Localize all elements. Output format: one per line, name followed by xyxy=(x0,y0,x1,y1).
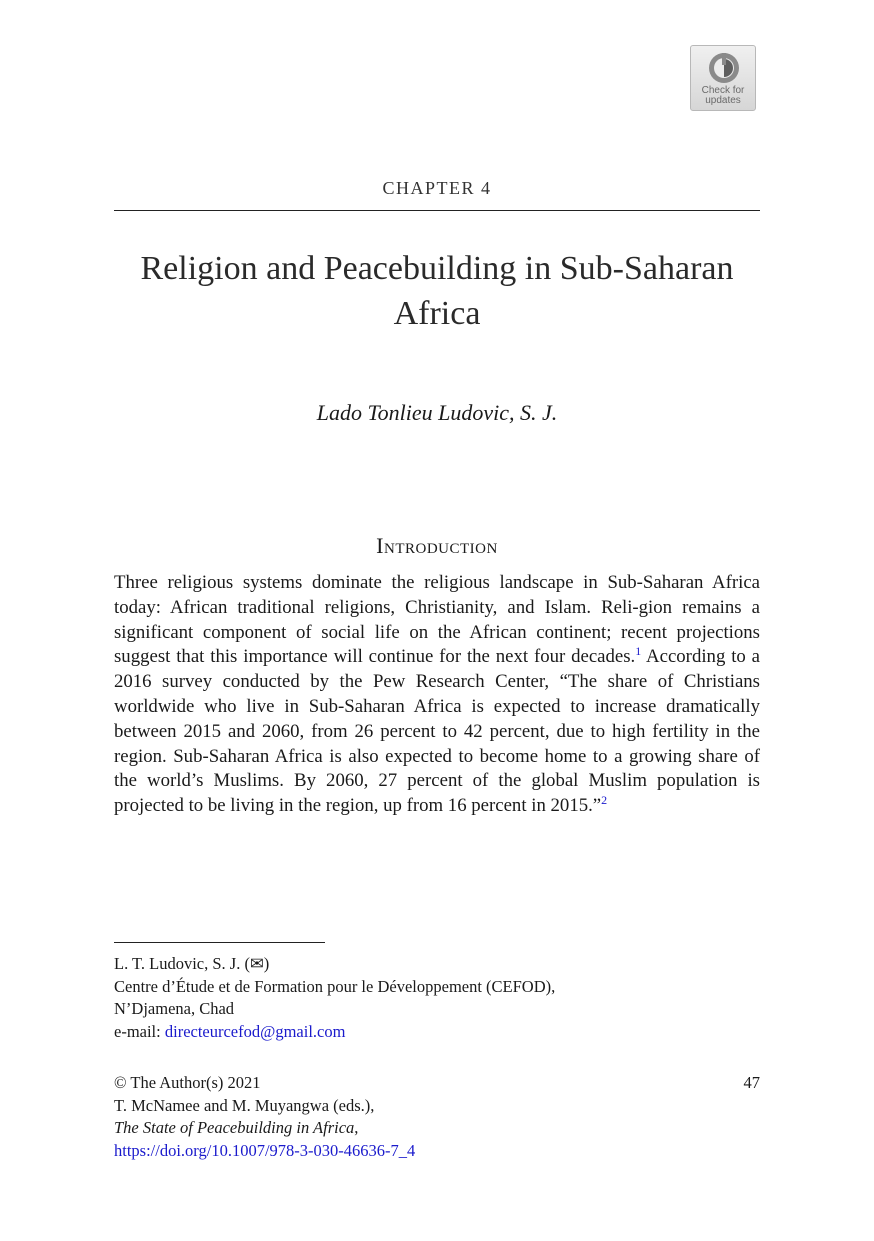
email-link[interactable]: directeurcefod@gmail.com xyxy=(164,1021,346,1041)
chapter-title xyxy=(114,246,760,336)
chapter-label: CHAPTER 4 xyxy=(382,178,492,198)
section-heading: Introduction xyxy=(376,533,498,558)
body-paragraph xyxy=(114,571,760,819)
doi-line xyxy=(114,1140,760,1163)
badge-line-1: Check for xyxy=(701,85,745,96)
body-text-part-2: According to a 2016 survey conducted by the Pew Research Center, “The share of Christians worldwide who live in Sub-Saharan Africa is expected to increase dramatically between 2015 and 2060, from 26 percent to 42 percent, due to high fertility in the region. Sub-Saharan Africa is also expected to become home to a growing share of the world’s Muslims. By 2060, 27 percent of the global Muslim population is projected to be living in the region, up from 16 percent in 2015.” xyxy=(114,646,760,817)
affiliation-city: N’Djamena, Chad xyxy=(114,999,235,1018)
author-name: Lado Tonlieu Ludovic, S. J. xyxy=(316,400,558,425)
chapter-title-line-2: Africa xyxy=(393,295,481,332)
footnote-rule xyxy=(114,942,325,943)
affiliation-name: L. T. Ludovic, S. J. (✉) xyxy=(114,954,270,973)
affiliation-email-line xyxy=(114,1021,760,1044)
copyright-block xyxy=(114,1072,760,1162)
book-title: The State of Peacebuilding in Africa xyxy=(114,1118,355,1137)
check-updates-icon xyxy=(706,50,742,86)
check-for-updates-badge[interactable] xyxy=(690,45,756,111)
footnote-ref-1[interactable]: 1 xyxy=(635,644,642,659)
doi-link[interactable]: https://doi.org/10.1007/978-3-030-46636-7_4 xyxy=(114,1140,416,1160)
affiliation-institution: Centre d’Étude et de Formation pour le Développement (CEFOD), xyxy=(114,976,556,996)
page-number: 47 xyxy=(743,1073,760,1092)
title-rule xyxy=(114,210,760,211)
chapter-title-line-1: Religion and Peacebuilding in Sub-Saharan xyxy=(140,250,734,287)
body-text-part-1: Three religious systems dominate the religious landscape in Sub-Saharan Africa today: African traditional religions, Christianity, and Islam. Reli-gion remains a significant component of social life on the African continent; recent projections suggest that this importance will continue for the next four decades. xyxy=(114,572,760,668)
book-title-line xyxy=(114,1117,760,1140)
email-label: e-mail: xyxy=(114,1021,165,1041)
author-affiliation xyxy=(114,953,760,1043)
badge-line-2: updates xyxy=(705,95,741,106)
badge-label xyxy=(691,86,755,106)
editors-line: T. McNamee and M. Muyangwa (eds.), xyxy=(114,1095,375,1115)
footnote-ref-2[interactable]: 2 xyxy=(601,793,608,808)
book-title-suffix: , xyxy=(354,1118,359,1137)
copyright-line: © The Author(s) 2021 xyxy=(114,1073,261,1092)
